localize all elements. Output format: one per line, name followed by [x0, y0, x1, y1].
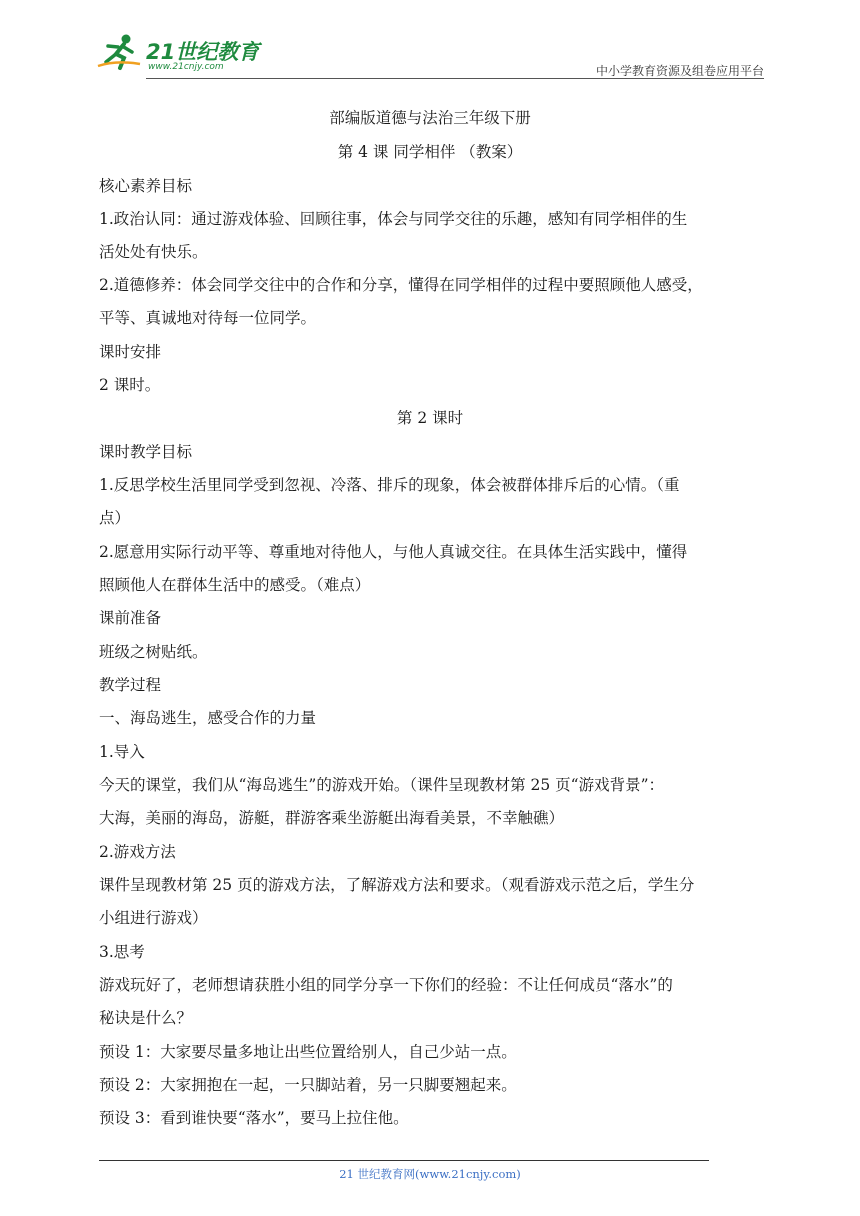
paragraph-line: 预设 1：大家要尽量多地让出些位置给别人，自己少站一点。 — [99, 1043, 517, 1061]
section-heading: 课时教学目标 — [99, 443, 193, 461]
logo — [96, 32, 266, 76]
paragraph-line: 预设 2：大家拥抱在一起，一只脚站着，另一只脚要翘起来。 — [99, 1076, 517, 1094]
paragraph-line: 课件呈现教材第 25 页的游戏方法，了解游戏方法和要求。（观看游戏示范之后，学生分 — [99, 876, 695, 894]
logo-url: www.21cnjy.com — [148, 62, 224, 72]
paragraph-line: 今天的课堂，我们从“海岛逃生”的游戏开始。（课件呈现教材第 25 页“游戏背景”： — [99, 776, 665, 794]
footer-link[interactable]: 21 世纪教育网(www.21cnjy.com) — [339, 1167, 521, 1181]
paragraph-line: 1.政治认同：通过游戏体验、回顾往事，体会与同学交往的乐趣，感知有同学相伴的生 — [99, 210, 688, 228]
paragraph-line: 2.道德修养：体会同学交往中的合作和分享，懂得在同学相伴的过程中要照顾他人感受， — [99, 276, 703, 294]
step-heading: 2.游戏方法 — [99, 843, 176, 861]
step-heading: 1.导入 — [99, 743, 145, 761]
paragraph-line: 1.反思学校生活里同学受到忽视、冷落、排斥的现象，体会被群体排斥后的心情。（重 — [99, 476, 680, 494]
paragraph-line: 小组进行游戏） — [99, 909, 208, 927]
paragraph-line: 活处处有快乐。 — [99, 243, 208, 261]
paragraph-line: 2 课时。 — [99, 376, 161, 394]
subsection-heading: 一、海岛逃生，感受合作的力量 — [99, 709, 317, 727]
paragraph-line: 2.愿意用实际行动平等、尊重地对待他人，与他人真诚交往。在具体生活实践中，懂得 — [99, 543, 688, 561]
section-heading: 课前准备 — [99, 609, 162, 627]
paragraph-line: 班级之树贴纸。 — [99, 643, 208, 661]
header-divider — [146, 78, 764, 79]
footer-divider — [99, 1160, 709, 1161]
paragraph-line: 大海，美丽的海岛，游艇，群游客乘坐游艇出海看美景，不幸触礁） — [99, 809, 565, 827]
paragraph-line: 平等、真诚地对待每一位同学。 — [99, 309, 317, 327]
paragraph-line: 秘诀是什么？ — [99, 1009, 193, 1027]
paragraph-line: 游戏玩好了，老师想请获胜小组的同学分享一下你们的经验：不让任何成员“落水”的 — [99, 976, 673, 994]
paragraph-line: 预设 3：看到谁快要“落水”，要马上拉住他。 — [99, 1109, 409, 1127]
platform-label: 中小学教育资源及组卷应用平台 — [595, 64, 764, 78]
logo-brand: 21世纪教育 — [146, 40, 260, 64]
step-heading: 3.思考 — [99, 943, 145, 961]
lesson-title: 第 4 课 同学相伴 （教案） — [337, 143, 523, 161]
section-heading: 课时安排 — [99, 343, 162, 361]
section-heading: 教学过程 — [99, 676, 162, 694]
paragraph-line: 照顾他人在群体生活中的感受。（难点） — [99, 576, 371, 594]
paragraph-line: 点） — [99, 509, 131, 527]
runner-logo-icon — [96, 32, 144, 72]
section-heading: 核心素养目标 — [99, 177, 193, 195]
doc-title: 部编版道德与法治三年级下册 — [329, 109, 531, 127]
page-header — [96, 30, 764, 80]
period-title: 第 2 课时 — [396, 409, 464, 427]
